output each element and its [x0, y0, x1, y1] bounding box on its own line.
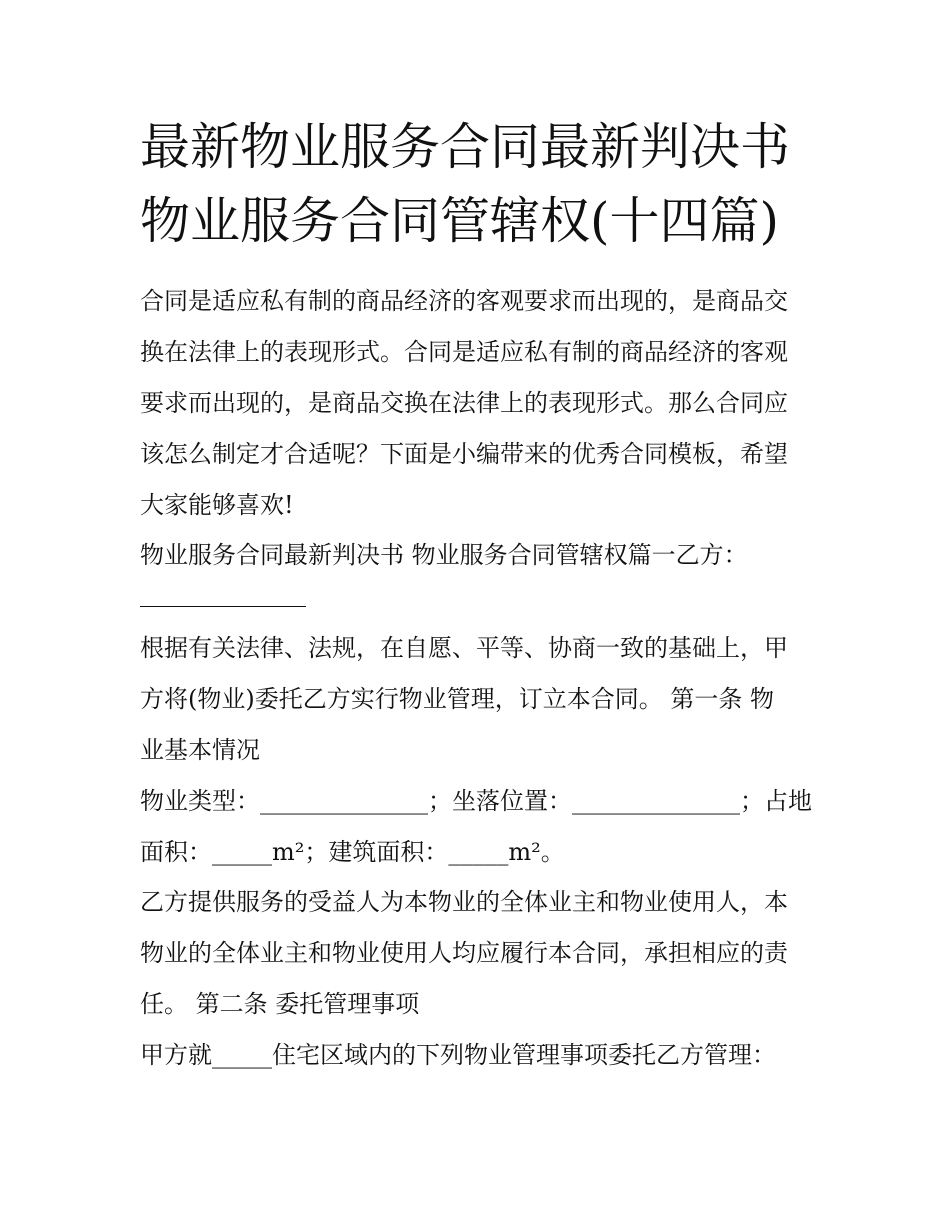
- intro-line-4: 该怎么制定才合适呢？下面是小编带来的优秀合同模板，希望: [140, 440, 788, 468]
- intro-line-2: 换在法律上的表现形式。合同是适应私有制的商品经济的客观: [140, 338, 788, 366]
- intro-line-5: 大家能够喜欢!: [140, 491, 294, 519]
- body-line-1: 根据有关法律、法规，在自愿、平等、协商一致的基础上，甲: [140, 634, 788, 662]
- body-line-7: 物业的全体业主和物业使用人均应履行本合同，承担相应的责: [140, 939, 788, 967]
- body-line-6: 乙方提供服务的受益人为本物业的全体业主和物业使用人，本: [140, 888, 788, 916]
- intro-line-1: 合同是适应私有制的商品经济的客观要求而出现的，是商品交: [140, 287, 788, 315]
- body-line-2: 方将(物业)委托乙方实行物业管理，订立本合同。 第一条 物: [140, 685, 774, 713]
- signature-blank-line: [140, 606, 306, 607]
- section-heading: 物业服务合同最新判决书 物业服务合同管辖权篇一乙方：: [140, 541, 748, 569]
- document-title-line-1: 最新物业服务合同最新判决书: [140, 118, 790, 176]
- body-line-4: 物业类型：______________；坐落位置：______________；占地: [140, 787, 812, 815]
- body-line-5: 面积：_____m²；建筑面积：_____m²。: [140, 838, 565, 866]
- document-title-line-2: 物业服务合同管辖权(十四篇): [140, 192, 780, 250]
- intro-line-3: 要求而出现的，是商品交换在法律上的表现形式。那么合同应: [140, 389, 788, 417]
- body-line-3: 业基本情况: [140, 736, 260, 764]
- body-line-8: 任。 第二条 委托管理事项: [140, 990, 420, 1018]
- body-line-9: 甲方就_____住宅区域内的下列物业管理事项委托乙方管理：: [140, 1041, 776, 1069]
